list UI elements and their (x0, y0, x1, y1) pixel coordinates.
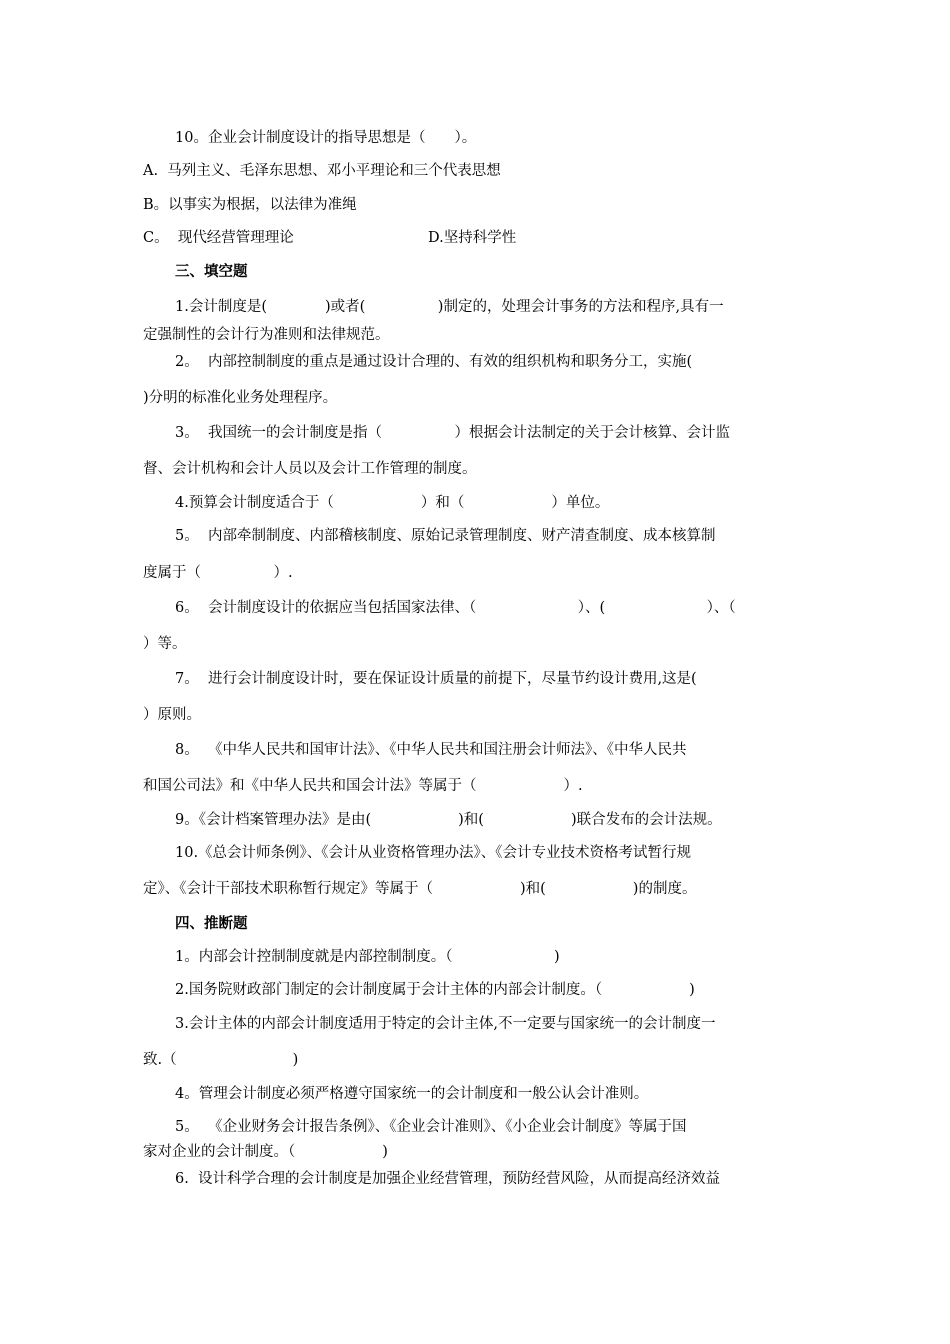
judgment-line: 5。 《企业财务会计报告条例》、《企业会计准则》、《小企业会计制度》等属于国 (175, 1119, 687, 1135)
question-10-option-d: D.坚持科学性 (428, 230, 517, 246)
fill-blank-line: 和国公司法》和《中华人民共和国会计法》等属于（ ）. (143, 778, 583, 794)
fill-blank-line: 7。 进行会计制度设计时，要在保证设计质量的前提下，尽量节约设计费用,这是( (175, 671, 697, 687)
section-4-heading: 四、推断题 (175, 916, 248, 932)
fill-blank-line: 10.《总会计师条例》、《会计从业资格管理办法》、《会计专业技术资格考试暂行规 (175, 845, 692, 861)
fill-blank-line: 2。 内部控制制度的重点是通过设计合理的、有效的组织机构和职务分工，实施( (175, 354, 693, 370)
fill-blank-line: )分明的标准化业务处理程序。 (143, 390, 338, 406)
fill-blank-line: 定强制性的会计行为准则和法律规范。 (143, 327, 390, 343)
judgment-line: 4。管理会计制度必须严格遵守国家统一的会计制度和一般公认会计准则。 (175, 1086, 649, 1102)
fill-blank-line: 定》、《会计干部技术职称暂行规定》等属于（ )和( )的制度。 (143, 881, 697, 897)
fill-blank-line: ）原则。 (143, 707, 201, 723)
fill-blank-line: 8。 《中华人民共和国审计法》、《中华人民共和国注册会计师法》、《中华人民共 (175, 742, 687, 758)
judgment-line: 6. 设计科学合理的会计制度是加强企业经营管理，预防经营风险，从而提高经济效益 (175, 1171, 721, 1187)
judgment-line: 2.国务院财政部门制定的会计制度属于会计主体的内部会计制度。（ ) (175, 982, 695, 998)
question-10-option-b: B。以事实为根据，以法律为准绳 (143, 197, 357, 213)
fill-blank-line: 4.预算会计制度适合于（ ）和（ ）单位。 (175, 495, 610, 511)
fill-blank-line: 9。《会计档案管理办法》是由( )和( )联合发布的会计法规。 (175, 812, 722, 828)
judgment-line: 家对企业的会计制度。（ ) (143, 1144, 388, 1160)
question-10-stem: 10。企业会计制度设计的指导思想是（ ）。 (175, 130, 477, 146)
fill-blank-line: 5。 内部牵制制度、内部稽核制度、原始记录管理制度、财产清查制度、成本核算制 (175, 528, 716, 544)
question-10-option-a: A. 马列主义、毛泽东思想、邓小平理论和三个代表思想 (143, 163, 501, 179)
fill-blank-line: 3。 我国统一的会计制度是指（ ）根据会计法制定的关于会计核算、会计监 (175, 425, 730, 441)
fill-blank-line: ）等。 (143, 636, 187, 652)
judgment-line: 致.（ ) (143, 1052, 299, 1068)
fill-blank-line: 度属于（ ）. (143, 565, 293, 581)
section-3-heading: 三、填空题 (175, 264, 248, 280)
fill-blank-line: 督、会计机构和会计人员以及会计工作管理的制度。 (143, 461, 477, 477)
question-10-option-c: C。 现代经营管理理论 (143, 230, 294, 246)
judgment-line: 1。内部会计控制制度就是内部控制制度。（ ) (175, 949, 560, 965)
fill-blank-line: 1.会计制度是( )或者( )制定的，处理会计事务的方法和程序,具有一 (175, 299, 724, 315)
judgment-line: 3.会计主体的内部会计制度适用于特定的会计主体,不一定要与国家统一的会计制度一 (175, 1016, 716, 1032)
fill-blank-line: 6。 会计制度设计的依据应当包括国家法律、（ ）、( ）、（ (175, 600, 736, 616)
